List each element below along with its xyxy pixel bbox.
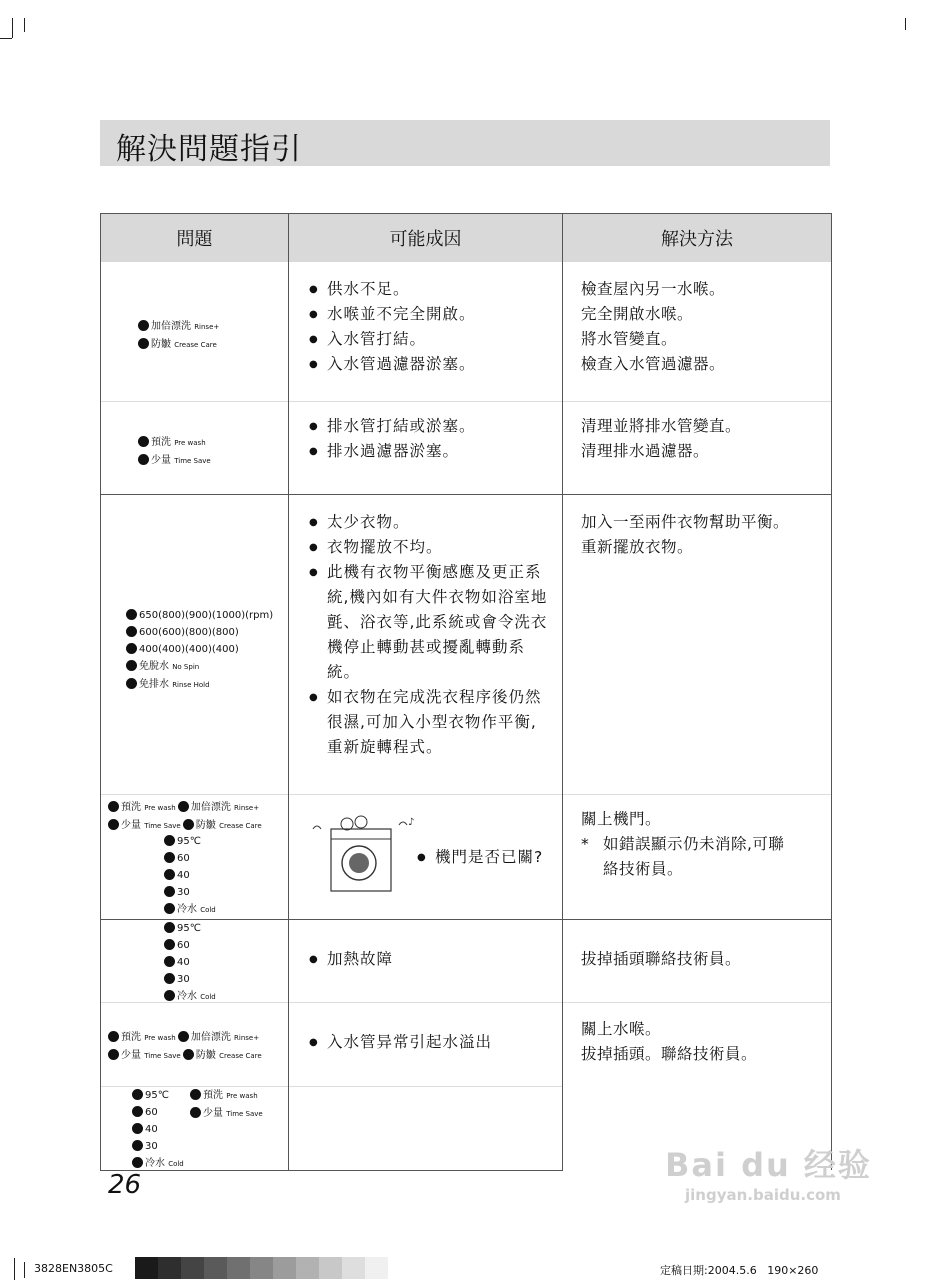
solution-item: 拔掉插頭。聯絡技術員。 xyxy=(581,1044,758,1063)
indicator: 30 xyxy=(165,971,216,988)
solution-item: 拔掉插頭聯絡技術員。 xyxy=(581,949,742,968)
watermark-brand: Bai du 经验 xyxy=(665,1146,872,1184)
indicator: 預洗 Pre wash 加倍漂洗 Rinse+ xyxy=(109,1029,262,1047)
cause-item: ● 入水管异常引起水溢出 xyxy=(307,1030,562,1055)
led-icon xyxy=(165,974,174,983)
led-icon xyxy=(191,1090,200,1099)
crop-mark xyxy=(905,18,906,30)
solution-item: 將水管變直。 xyxy=(581,330,678,348)
page-number: 26 xyxy=(108,1170,142,1200)
header-problem: 問題 xyxy=(101,214,289,263)
led-icon xyxy=(165,836,174,845)
header-solution: 解決方法 xyxy=(563,214,832,263)
cause-item: ● 加熱故障 xyxy=(307,947,562,972)
cause-cell xyxy=(289,794,563,919)
indicator: 600(600)(800)(800) xyxy=(127,624,273,641)
cause-item: ● 排水管打結或淤塞。 xyxy=(307,414,562,439)
title-bar xyxy=(100,120,830,166)
indicator-panel xyxy=(109,1029,262,1065)
cause-item: ● 機門是否已關? xyxy=(415,845,543,870)
indicator: 40 xyxy=(165,867,216,884)
solution-item: 關上機門。 xyxy=(581,809,662,828)
indicator: 30 xyxy=(133,1138,184,1155)
watermark xyxy=(665,1140,872,1204)
document-code: 3828EN3805C xyxy=(34,1262,113,1275)
led-icon xyxy=(127,661,136,670)
led-icon xyxy=(109,1032,118,1041)
solution-item: 清理排水過濾器。 xyxy=(581,441,710,460)
page-title: 解決問題指引 xyxy=(116,132,302,167)
indicator: 防皺 Crease Care xyxy=(139,336,219,354)
indicator: 少量 Time Save 防皺 Crease Care xyxy=(109,1047,262,1065)
indicator: 少量 Time Save 防皺 Crease Care xyxy=(109,817,262,835)
cause-item: ● 如衣物在完成洗衣程序後仍然很濕,可加入小型衣物作平衡,重新旋轉程式。 xyxy=(307,685,550,760)
cause-cell xyxy=(289,1086,563,1170)
indicator: 預洗 Pre wash 加倍漂洗 Rinse+ xyxy=(109,799,262,817)
led-icon xyxy=(133,1158,142,1167)
cause-cell xyxy=(289,262,563,401)
led-icon xyxy=(165,853,174,862)
cause-item: ● 供水不足。 xyxy=(307,277,562,302)
indicator: 40 xyxy=(133,1121,184,1138)
solution-cell xyxy=(563,401,832,494)
led-icon xyxy=(165,991,174,1000)
solution-item: 關上水喉。 xyxy=(581,1019,662,1038)
solution-item: 檢查入水管過濾器。 xyxy=(581,355,726,373)
led-icon xyxy=(133,1124,142,1133)
led-icon xyxy=(127,679,136,688)
indicator: 冷水 Cold xyxy=(165,901,216,919)
led-icon xyxy=(165,957,174,966)
cause-item: ● 衣物擺放不均。 xyxy=(307,535,550,560)
led-icon xyxy=(179,1032,188,1041)
indicator: 60 xyxy=(133,1104,184,1121)
color-calibration-strip xyxy=(135,1257,388,1279)
indicator-panel xyxy=(127,607,273,694)
temperature-panel xyxy=(165,833,216,919)
crop-mark xyxy=(12,18,13,38)
temperature-panel xyxy=(133,1087,184,1173)
indicator: 400(400)(400)(400) xyxy=(127,641,273,658)
solution-item: 清理並將排水管變直。 xyxy=(581,416,742,435)
indicator: 免脫水 No Spin xyxy=(127,658,273,676)
problem-cell xyxy=(101,794,289,919)
led-icon xyxy=(165,923,174,932)
crop-mark xyxy=(14,1258,15,1280)
indicator: 預洗 Pre wash xyxy=(191,1087,263,1105)
indicator: 免排水 Rinse Hold xyxy=(127,676,273,694)
indicator: 95℃ xyxy=(165,833,216,850)
cause-cell xyxy=(289,919,563,1002)
led-icon xyxy=(184,820,193,829)
problem-cell xyxy=(101,919,289,1002)
indicator: 60 xyxy=(165,850,216,867)
indicator: 95℃ xyxy=(133,1087,184,1104)
cause-cell xyxy=(289,1002,563,1086)
indicator: 95℃ xyxy=(165,920,216,937)
temperature-panel xyxy=(165,920,216,1006)
cause-item: ● 此機有衣物平衡感應及更正系統,機內如有大件衣物如浴室地氈、浴衣等,此系統或會令洗衣機停止轉動甚或擾亂轉動系統。 xyxy=(307,560,550,685)
led-icon xyxy=(133,1090,142,1099)
solution-cell xyxy=(563,262,832,401)
led-icon xyxy=(133,1141,142,1150)
led-icon xyxy=(127,644,136,653)
led-icon xyxy=(109,820,118,829)
led-icon xyxy=(139,437,148,446)
indicator: 650(800)(900)(1000)(rpm) xyxy=(127,607,273,624)
problem-cell xyxy=(101,1002,289,1086)
led-icon xyxy=(109,1050,118,1059)
led-icon xyxy=(139,339,148,348)
problem-cell xyxy=(101,262,289,401)
svg-text:♪: ♪ xyxy=(408,816,415,828)
indicator-panel xyxy=(139,434,211,470)
led-icon xyxy=(127,610,136,619)
led-icon xyxy=(191,1108,200,1117)
indicator: 40 xyxy=(165,954,216,971)
led-icon xyxy=(165,887,174,896)
cause-item: ● 入水管打結。 xyxy=(307,327,562,352)
problem-cell xyxy=(101,494,289,794)
led-icon xyxy=(133,1107,142,1116)
cause-cell xyxy=(289,401,563,494)
indicator: 30 xyxy=(165,884,216,901)
led-icon xyxy=(165,904,174,913)
cause-item: ● 太少衣物。 xyxy=(307,510,550,535)
indicator: 冷水 Cold xyxy=(133,1155,184,1173)
problem-cell xyxy=(101,401,289,494)
crop-mark xyxy=(24,18,25,32)
led-icon xyxy=(109,802,118,811)
solution-cell xyxy=(563,494,832,794)
led-icon xyxy=(139,455,148,464)
cause-item: ● 入水管過濾器淤塞。 xyxy=(307,352,562,377)
indicator: 少量 Time Save xyxy=(139,452,211,470)
led-icon xyxy=(184,1050,193,1059)
troubleshooting-table xyxy=(100,213,832,1171)
cause-item: ● 水喉並不完全開啟。 xyxy=(307,302,562,327)
solution-item: 檢查屋內另一水喉。 xyxy=(581,280,726,298)
solution-item: 絡技術員。 xyxy=(603,859,684,878)
solution-item: 加入一至兩件衣物幫助平衡。 xyxy=(581,512,790,531)
solution-item: * 如錯誤顯示仍未消除,可聯 xyxy=(581,834,785,853)
indicator: 60 xyxy=(165,937,216,954)
indicator-panel xyxy=(191,1087,263,1123)
led-icon xyxy=(127,627,136,636)
led-icon xyxy=(165,870,174,879)
indicator: 少量 Time Save xyxy=(191,1105,263,1123)
problem-cell xyxy=(101,1086,289,1170)
cause-item: ● 排水過濾器淤塞。 xyxy=(307,439,562,464)
watermark-url: jingyan.baidu.com xyxy=(685,1186,841,1204)
footer-date: 定稿日期:2004.5.6 190×260 xyxy=(660,1264,819,1277)
led-icon xyxy=(139,321,148,330)
solution-item: 完全開啟水喉。 xyxy=(581,305,694,323)
indicator-panel xyxy=(109,799,262,835)
indicator: 加倍漂洗 Rinse+ xyxy=(139,318,219,336)
washing-machine-icon xyxy=(309,815,419,895)
indicator: 冷水 Cold xyxy=(165,988,216,1006)
solution-cell xyxy=(563,919,832,1002)
header-cause: 可能成因 xyxy=(289,214,563,263)
solution-cell xyxy=(563,794,832,919)
cause-cell xyxy=(289,494,563,794)
crop-mark xyxy=(24,1262,25,1278)
crop-mark xyxy=(0,38,12,39)
indicator-panel xyxy=(139,318,219,354)
led-icon xyxy=(179,802,188,811)
led-icon xyxy=(165,940,174,949)
solution-item: 重新擺放衣物。 xyxy=(581,537,694,556)
indicator: 預洗 Pre wash xyxy=(139,434,211,452)
